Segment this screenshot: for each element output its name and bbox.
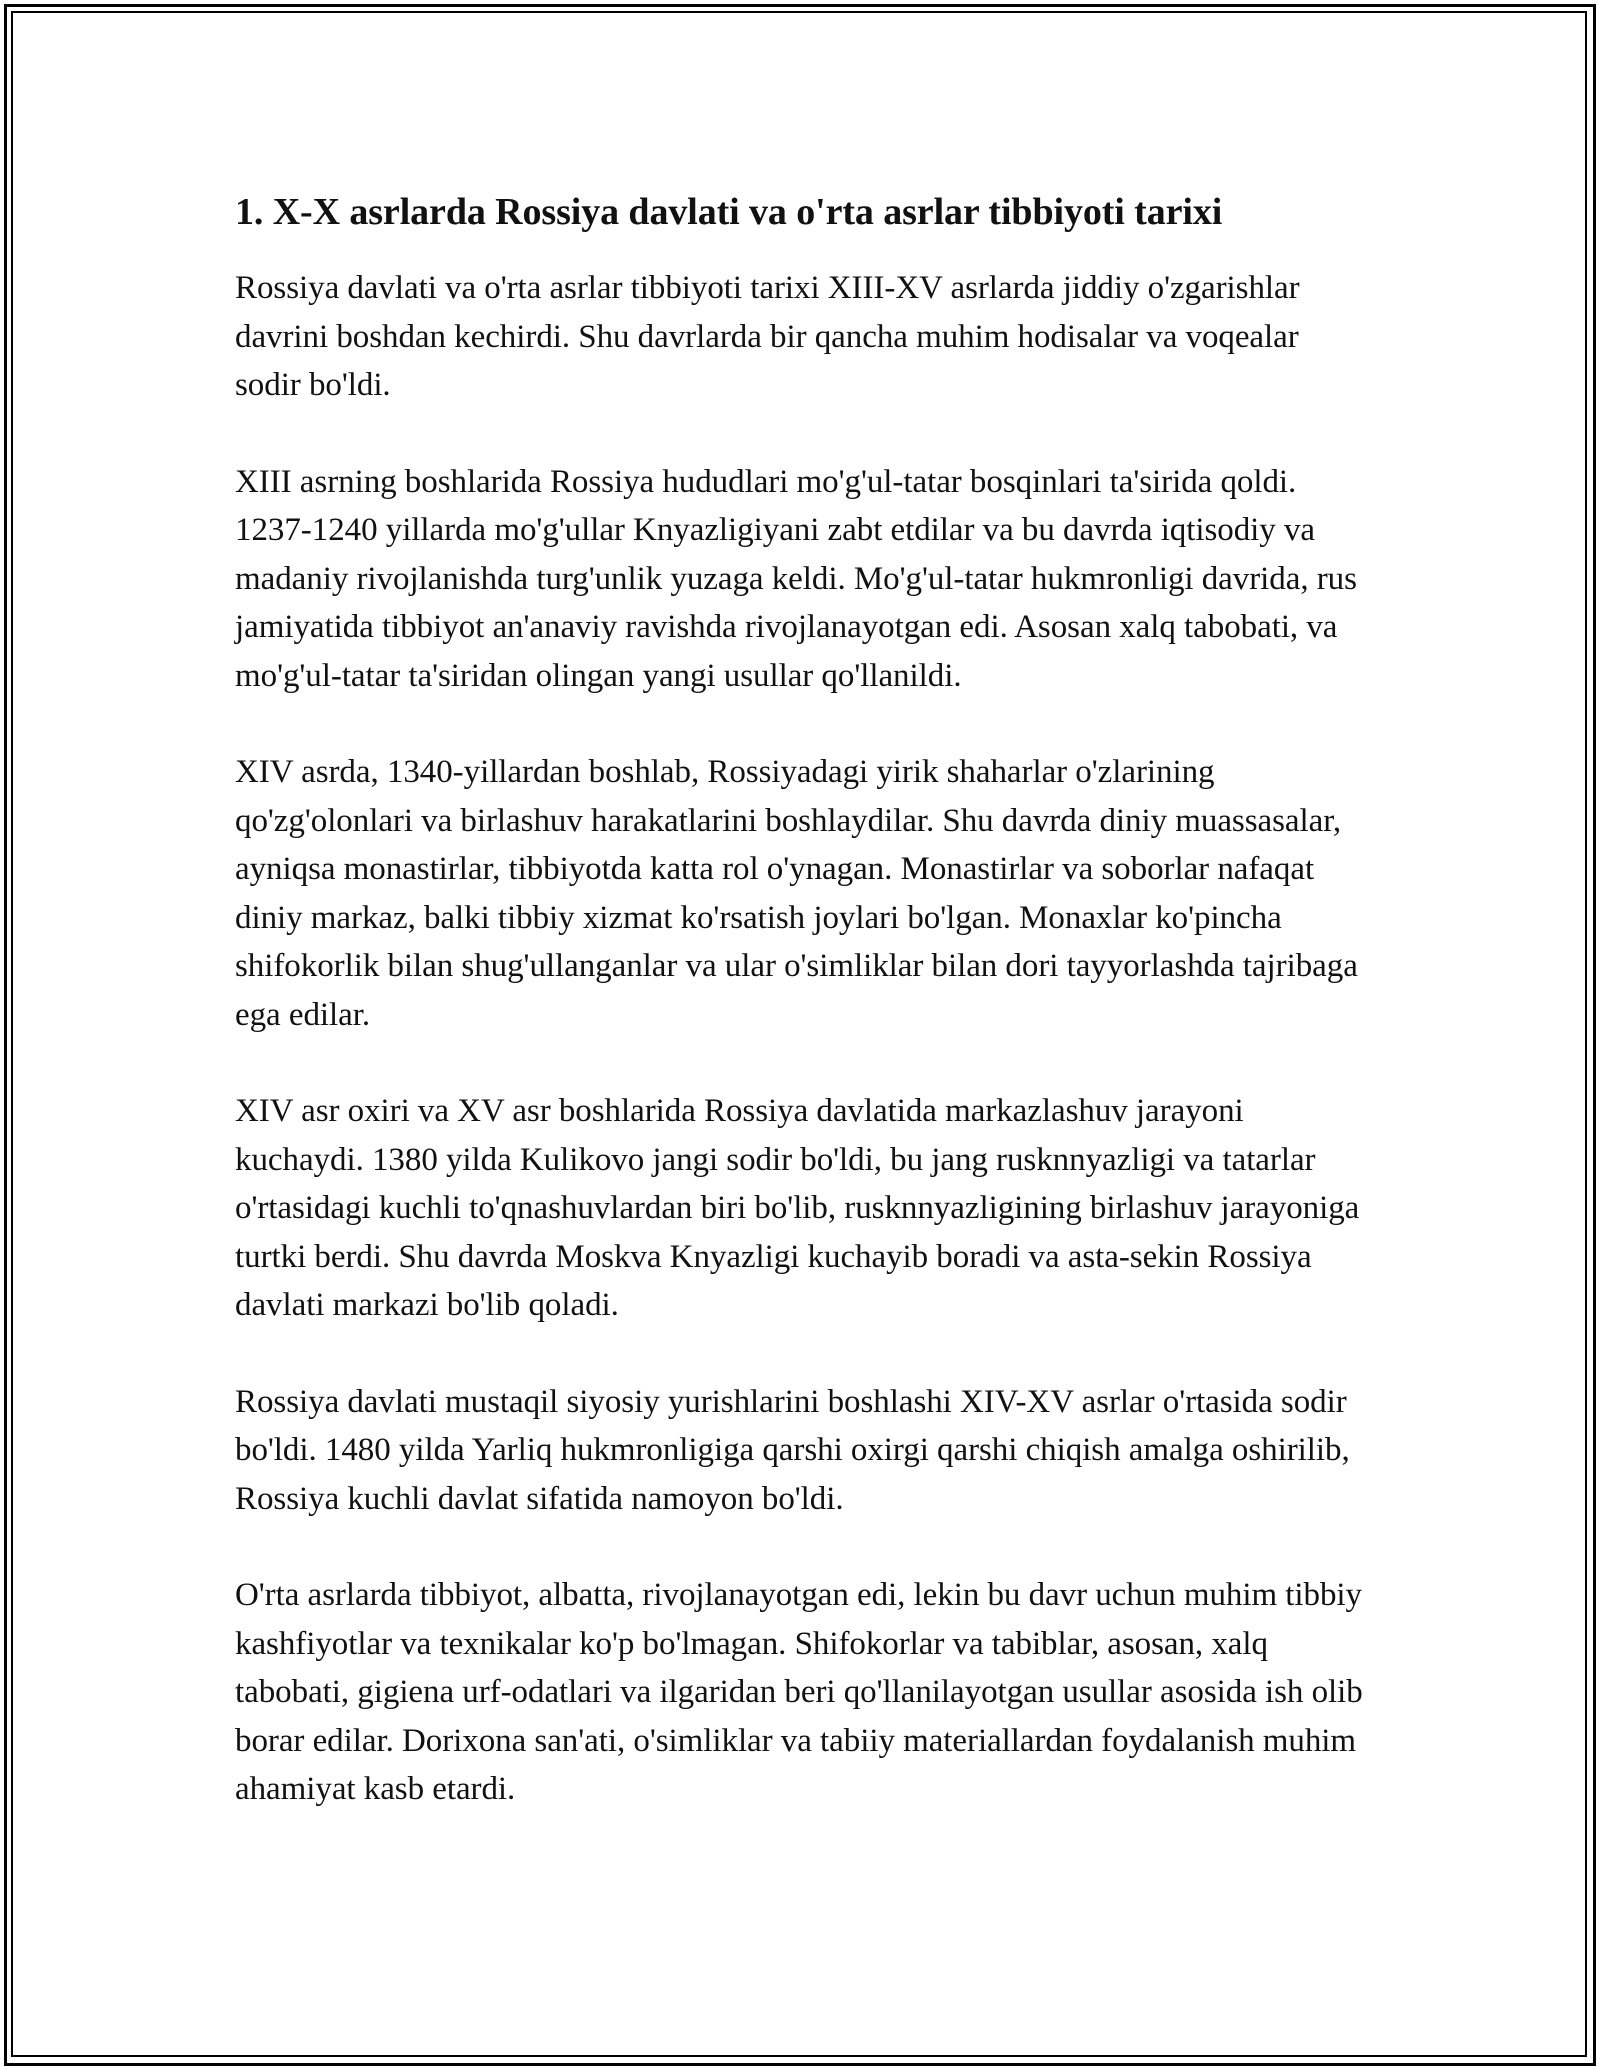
document-title: 1. X-X asrlarda Rossiya davlati va o'rta asrlar tibbiyoti tarixi [235,191,1223,233]
paragraph-6: O'rta asrlarda tibbiyot, albatta, rivojlanayotgan edi, lekin bu davr uchun muhim tibbiy kashfiyotlar va texnikalar ko'p bo'lmagan. Shifokorlar va tabiblar, asosan, xalq tabobati, gigiena urf-odatlari va ilgaridan beri qo'llanilayotgan usullar asosida ish olib borar edilar. Dorixona san'ati, o'simliklar va tabiiy materiallardan foydalanish muhim ahamiyat kasb etardi. [235,1577,1363,1807]
paragraph-2: XIII asrning boshlarida Rossiya hududlari mo'g'ul-tatar bosqinlari ta'sirida qoldi. 1237-1240 yillarda mo'g'ullar Knyazligiyani zabt etdilar va bu davrda iqtisodiy va madaniy rivojlanishda turg'unlik yuzaga keldi. Mo'g'ul-tatar hukmronligi davrida, rus jamiyatida tibbiyot an'anaviy ravishda rivojlanayotgan edi. Asosan xalq tabobati, va mo'g'ul-tatar ta'siridan olingan yangi usullar qo'llanildi. [235,463,1357,694]
document-body [235,186,1370,1814]
paragraph-5: Rossiya davlati mustaqil siyosiy yurishlarini boshlashi XIV-XV asrlar o'rtasida sodir bo'ldi. 1480 yilda Yarliq hukmronligiga qarshi oxirgi qarshi chiqish amalga oshirilib, Rossiya kuchli davlat sifatida namoyon bo'ldi. [235,1383,1350,1517]
paragraph-1: Rossiya davlati va o'rta asrlar tibbiyoti tarixi XIII-XV asrlarda jiddiy o'zgarishlar davrini boshdan kechirdi. Shu davrlarda bir qancha muhim hodisalar va voqealar sodir bo'ldi. [235,270,1300,403]
paragraph-3: XIV asrda, 1340-yillardan boshlab, Rossiyadagi yirik shaharlar o'zlarining qo'zg'olonlari va birlashuv harakatlarini boshlaydilar. Shu davrda diniy muassasalar, ayniqsa monastirlar, tibbiyotda katta rol o'ynagan. Monastirlar va soborlar nafaqat diniy markaz, balki tibbiy xizmat ko'rsatish joylari bo'lgan. Monaxlar ko'pincha shifokorlik bilan shug'ullanganlar va ular o'simliklar bilan dori tayyorlashda tajribaga ega edilar. [235,754,1358,1033]
paragraph-4: XIV asr oxiri va XV asr boshlarida Rossiya davlatida markazlashuv jarayoni kuchaydi. 1380 yilda Kulikovo jangi sodir bo'ldi, bu jang rusknnyazligi va tatarlar o'rtasidagi kuchli to'qnashuvlardan biri bo'lib, rusknnyazligining birlashuv jarayoniga turtki berdi. Shu davrda Moskva Knyazligi kuchayib boradi va asta-sekin Rossiya davlati markazi bo'lib qoladi. [235,1093,1360,1323]
